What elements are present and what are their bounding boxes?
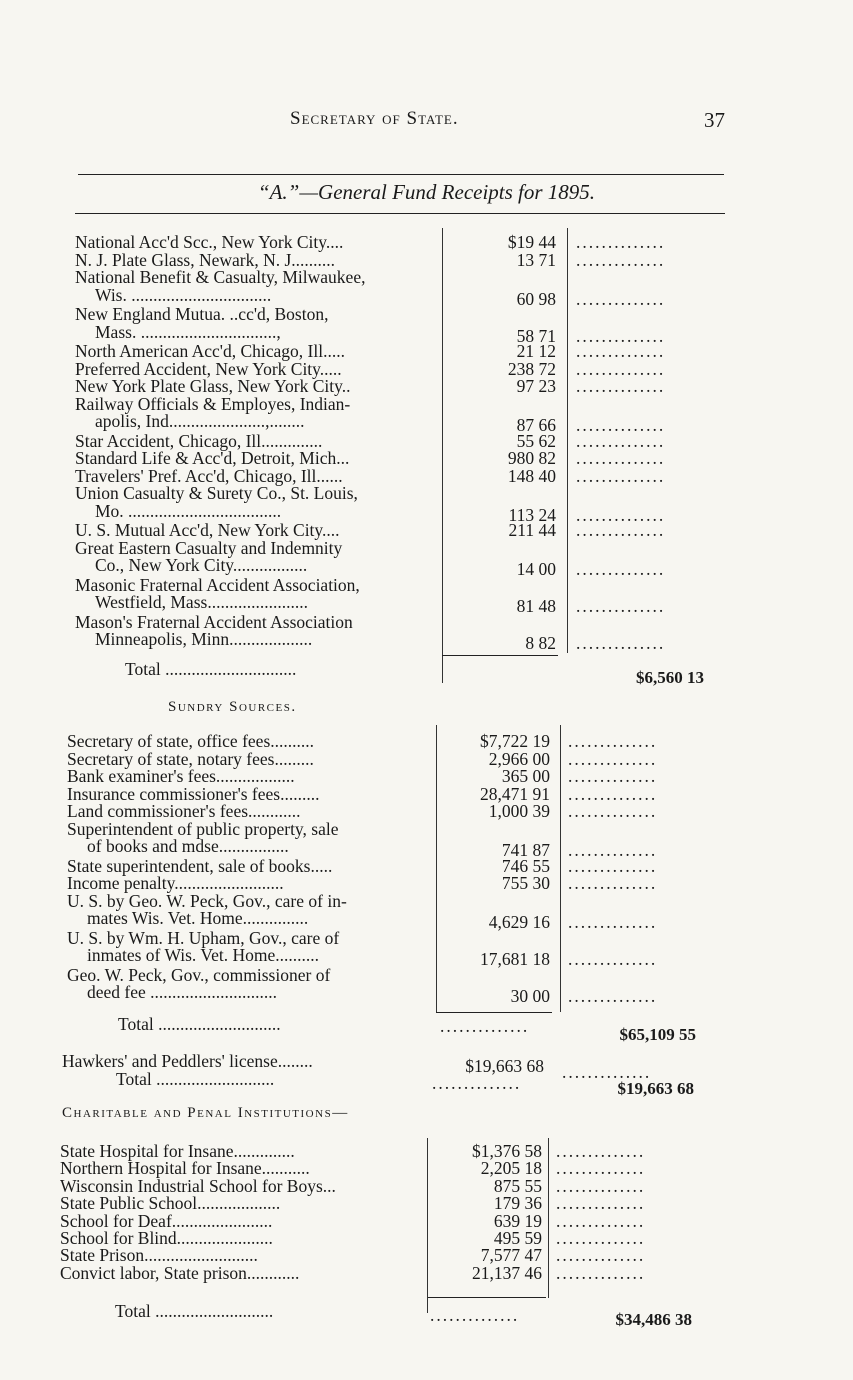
subtotal-rule (436, 1012, 552, 1013)
line-item-label: Geo. W. Peck, Gov., commissioner of (67, 964, 331, 985)
line-item-amount: 238 72 (507, 358, 556, 379)
leader-dots: .............. (576, 635, 666, 653)
leader-dots: .............. (556, 1195, 646, 1213)
line-item-amount: 17,681 18 (480, 949, 550, 969)
line-item-amount: 365 00 (501, 766, 550, 786)
line-item-amount: $7,722 19 (480, 731, 550, 751)
line-item-label: inmates of Wis. Vet. Home.......... (87, 945, 319, 965)
line-item-label: Union Casualty & Surety Co., St. Louis, (75, 483, 358, 503)
line-item-label: Mass. ..............................., (95, 321, 281, 342)
total-amount: $34,486 38 (615, 1310, 692, 1329)
line-item-label: Mason's Fraternal Accident Association (75, 611, 353, 632)
leader-dots: .............. (576, 417, 666, 435)
leader-dots: .............. (576, 506, 666, 524)
column-rule-label-3 (427, 1138, 428, 1313)
line-item-amount: 60 98 (516, 288, 556, 309)
section-heading: Sundry Sources. (168, 699, 297, 715)
leader-dots: .............. (556, 1160, 646, 1178)
line-item-label: State Public School................... (60, 1193, 281, 1214)
leader-dots: .............. (576, 360, 666, 378)
line-item-label: Hawkers' and Peddlers' license........ (62, 1051, 313, 1071)
column-rule-amount-3 (548, 1138, 549, 1298)
leader-dots: .............. (576, 251, 666, 269)
leader-dots: .............. (568, 951, 658, 969)
title-rule (75, 213, 725, 214)
line-item-amount: $19,663 68 (465, 1056, 544, 1076)
column-rule-amount (567, 228, 568, 653)
line-item-amount: 21 12 (516, 341, 556, 361)
line-item-label: Land commissioner's fees............ (67, 801, 301, 821)
line-item-label: U. S. Mutual Acc'd, New York City.... (75, 520, 340, 540)
line-item-label: of books and mdse................ (87, 836, 289, 856)
line-item-label: New England Mutua. ..cc'd, Boston, (75, 304, 329, 324)
line-item-amount: 1,000 39 (488, 801, 550, 821)
line-item-label: Secretary of state, notary fees......... (67, 748, 314, 769)
line-item-label: Travelers' Pref. Acc'd, Chicago, Ill...... (75, 465, 343, 486)
total-amount: $19,663 68 (617, 1079, 694, 1098)
line-item-label: Masonic Fraternal Accident Association, (75, 574, 360, 595)
leader-dots: .............. (432, 1075, 522, 1093)
line-item-label: National Acc'd Scc., New York City.... (75, 232, 344, 252)
line-item-label: Co., New York City................. (95, 555, 308, 575)
line-item-label: North American Acc'd, Chicago, Ill..... (75, 341, 345, 361)
line-item-label: Mo. ................................... (95, 500, 282, 521)
table-title: “A.”—General Fund Receipts for 1895. (257, 180, 596, 204)
line-item-label: New York Plate Glass, New York City.. (75, 376, 351, 396)
line-item-label: deed fee ............................. (87, 982, 278, 1002)
total-label: Total ............................ (118, 1014, 281, 1034)
line-item-amount: 81 48 (516, 596, 556, 616)
line-item-label: Bank examiner's fees.................. (67, 766, 295, 786)
line-item-label: U. S. by Geo. W. Peck, Gov., care of in- (67, 890, 347, 911)
subtotal-rule (428, 1297, 546, 1298)
line-item-amount: $1,376 58 (472, 1141, 542, 1161)
line-item-amount: 2,966 00 (488, 748, 550, 769)
line-item-amount: 97 23 (516, 376, 556, 396)
line-item-amount: 30 00 (510, 986, 550, 1006)
line-item-amount: 7,577 47 (480, 1245, 542, 1266)
line-item-amount: 639 19 (493, 1210, 542, 1231)
column-rule-label (442, 228, 443, 683)
line-item-amount: 21,137 46 (472, 1262, 542, 1283)
line-item-amount: 14 00 (516, 559, 556, 579)
line-item-label: State Hospital for Insane.............. (60, 1141, 295, 1161)
line-item-label: Superintendent of public property, sale (67, 818, 339, 839)
line-item-label: Westfield, Mass....................... (95, 592, 308, 612)
column-rule-label-2 (436, 725, 437, 1012)
leader-dots: .............. (568, 803, 658, 821)
total-amount: $65,109 55 (619, 1025, 696, 1044)
leader-dots: .............. (576, 290, 666, 308)
leader-dots: .............. (562, 1064, 652, 1082)
column-rule-amount-2 (560, 725, 561, 1012)
leader-dots: .............. (576, 522, 666, 540)
leader-dots: .............. (440, 1018, 530, 1036)
line-item-amount: 875 55 (493, 1175, 542, 1196)
subtotal-rule (442, 655, 558, 656)
line-item-amount: 211 44 (508, 520, 556, 540)
leader-dots: .............. (556, 1264, 646, 1283)
line-item-amount: 28,471 91 (480, 783, 550, 804)
leader-dots: .............. (576, 432, 666, 450)
line-item-amount: 87 66 (516, 415, 556, 435)
line-item-amount: 980 82 (507, 448, 556, 468)
line-item-label: State Prison.......................... (60, 1245, 258, 1266)
leader-dots: .............. (568, 842, 658, 860)
line-item-amount: 8 82 (525, 633, 556, 653)
line-item-amount: 55 62 (516, 430, 556, 451)
leader-dots: .............. (576, 598, 666, 616)
total-label: Total ........................... (115, 1301, 274, 1321)
line-item-label: Minneapolis, Minn................... (95, 629, 313, 649)
line-item-amount: 179 36 (493, 1193, 542, 1214)
line-item-amount: 746 55 (501, 855, 550, 876)
line-item-label: School for Blind...................... (60, 1228, 273, 1248)
line-item-label: School for Deaf....................... (60, 1210, 273, 1231)
line-item-label: apolis, Ind......................,........ (95, 411, 305, 431)
leader-dots: .............. (568, 914, 658, 932)
line-item-label: Railway Officials & Employes, Indian- (75, 393, 351, 414)
line-item-label: Secretary of state, office fees.......... (67, 731, 314, 751)
line-item-label: U. S. by Wm. H. Upham, Gov., care of (67, 927, 340, 948)
leader-dots: .............. (568, 750, 658, 768)
total-label: Total .............................. (125, 659, 297, 679)
leader-dots: .............. (576, 378, 666, 396)
line-item-amount: 113 24 (508, 504, 556, 525)
leader-dots: .............. (568, 733, 658, 751)
leader-dots: .............. (576, 467, 666, 485)
line-item-amount: 495 59 (493, 1228, 542, 1248)
line-item-label: National Benefit & Casualty, Milwaukee, (75, 267, 366, 287)
line-item-label: Standard Life & Acc'd, Detroit, Mich... (75, 448, 350, 468)
line-item-label: Northern Hospital for Insane........... (60, 1158, 310, 1179)
line-item-amount: 2,205 18 (480, 1158, 542, 1179)
leader-dots: .............. (556, 1247, 646, 1265)
line-item-label: mates Wis. Vet. Home............... (87, 908, 309, 928)
leader-dots: .............. (556, 1212, 646, 1231)
line-item-amount: 755 30 (501, 873, 550, 893)
running-head: Secretary of State. (290, 108, 459, 129)
leader-dots: .............. (568, 785, 658, 803)
leader-dots: .............. (556, 1177, 646, 1196)
leader-dots: .............. (556, 1143, 646, 1161)
line-item-amount: $19 44 (507, 232, 556, 252)
line-item-label: Great Eastern Casualty and Indemnity (75, 537, 343, 558)
line-item-label: Star Accident, Chicago, Ill.............. (75, 430, 323, 451)
page-number: 37 (704, 108, 725, 132)
leader-dots: .............. (430, 1307, 520, 1325)
line-item-label: Income penalty......................... (67, 873, 284, 893)
line-item-amount: 13 71 (516, 249, 556, 270)
leader-dots: .............. (568, 875, 658, 893)
leader-dots: .............. (568, 857, 658, 875)
line-item-amount: 741 87 (501, 840, 550, 860)
page-header (0, 108, 853, 138)
line-item-label: Preferred Accident, New York City..... (75, 358, 342, 379)
top-rule (78, 174, 724, 175)
leader-dots: .............. (568, 768, 658, 786)
total-label: Total ........................... (116, 1069, 275, 1089)
line-item-amount: 58 71 (516, 325, 556, 346)
line-item-label: State superintendent, sale of books..... (67, 855, 333, 876)
total-amount: $6,560 13 (636, 668, 704, 687)
section-heading: Charitable and Penal Institutions— (62, 1105, 349, 1121)
line-item-label: Insurance commissioner's fees......... (67, 783, 320, 804)
leader-dots: .............. (576, 561, 666, 579)
line-item-label: N. J. Plate Glass, Newark, N. J.......... (75, 249, 336, 270)
leader-dots: .............. (576, 450, 666, 468)
line-item-label: Wis. ................................ (95, 284, 272, 305)
leader-dots: .............. (576, 327, 666, 345)
line-item-label: Wisconsin Industrial School for Boys... (60, 1175, 336, 1196)
line-item-label: Convict labor, State prison............ (60, 1262, 300, 1283)
leader-dots: .............. (576, 343, 666, 361)
line-item-amount: 148 40 (507, 465, 556, 486)
line-item-amount: 4,629 16 (488, 912, 550, 932)
leader-dots: .............. (556, 1230, 646, 1248)
leader-dots: .............. (568, 988, 658, 1006)
leader-dots: .............. (576, 234, 666, 252)
